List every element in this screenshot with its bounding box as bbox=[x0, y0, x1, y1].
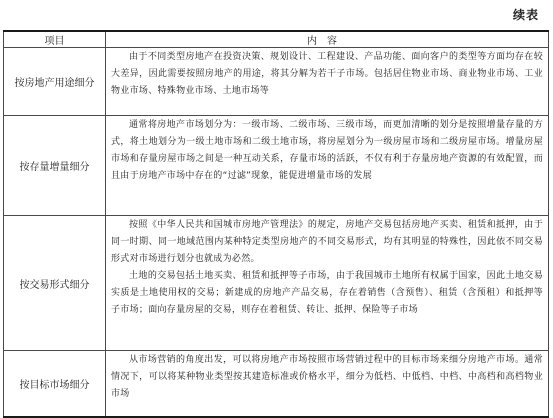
row-paragraph: 通常将房地产市场划分为：一级市场、二级市场、三级市场，而更加清晰的划分是按照增量存量的方式，将土地划分为一级土地市场和二级土地市场，将房屋划分为一级房屋市场和二级房屋市场。增量房屋市场和存量房屋市场之间是一种互动关系，存量市场的活跃，不仅有利于存量房地产资源的有效配置，而且由于房地产市场中存在的“过滤”现象，能促进增量市场的发展 bbox=[111, 120, 543, 181]
table-row bbox=[4, 216, 549, 351]
row-item-label: 按交易形式细分 bbox=[4, 216, 106, 351]
row-content bbox=[106, 351, 549, 418]
row-paragraph: 按照《中华人民共和国城市房地产管理法》的规定，房地产交易包括房地产买卖、租赁和抵押，由于同一时期、同一地域范围内某种特定类型房地产的不同交易形式，均有其明显的特殊性，因此依不同交易形式对市场进行划分也就成为必然。 bbox=[111, 220, 543, 264]
table-row bbox=[4, 351, 549, 418]
row-item-label: 按存量增量细分 bbox=[4, 116, 106, 216]
row-paragraph: 由于不同类型房地产在投资决策、规划设计、工程建设、产品功能、面向客户的类型等方面均存在较大差异，因此需要按照房地产的用途，将其分解为若干子市场。包括居住物业市场、商业物业市场、工业物业市场、特殊物业市场、土地市场等 bbox=[111, 52, 543, 96]
row-content bbox=[106, 48, 549, 116]
table-row bbox=[4, 116, 549, 216]
header-content: 内容 bbox=[106, 31, 549, 48]
market-segmentation-table bbox=[3, 30, 549, 418]
table-row bbox=[4, 48, 549, 116]
row-content bbox=[106, 116, 549, 216]
row-content bbox=[106, 216, 549, 351]
continued-label: 续表 bbox=[512, 8, 539, 22]
table-header-row bbox=[4, 31, 549, 48]
row-paragraph: 土地的交易包括土地买卖、租赁和抵押等子市场，由于我国城市土地所有权属于国家，因此土地交易实质是土地使用权的交易；新建成的房地产产品交易，存在着销售（含预售）、租赁（含预租）和抵押等子市场；面向存量房屋的交易，则存在着租赁、转让、抵押、保险等子市场 bbox=[111, 271, 543, 315]
row-item-label: 按房地产用途细分 bbox=[4, 48, 106, 116]
header-item: 项目 bbox=[4, 31, 106, 48]
row-item-label: 按目标市场细分 bbox=[4, 351, 106, 418]
row-paragraph: 从市场营销的角度出发，可以将房地产市场按照市场营销过程中的目标市场来细分房地产市场。通常情况下，可以将某种物业类型按其建造标准或价格水平，细分为低档、中低档、中档、中高档和高档物业市场 bbox=[111, 355, 543, 399]
